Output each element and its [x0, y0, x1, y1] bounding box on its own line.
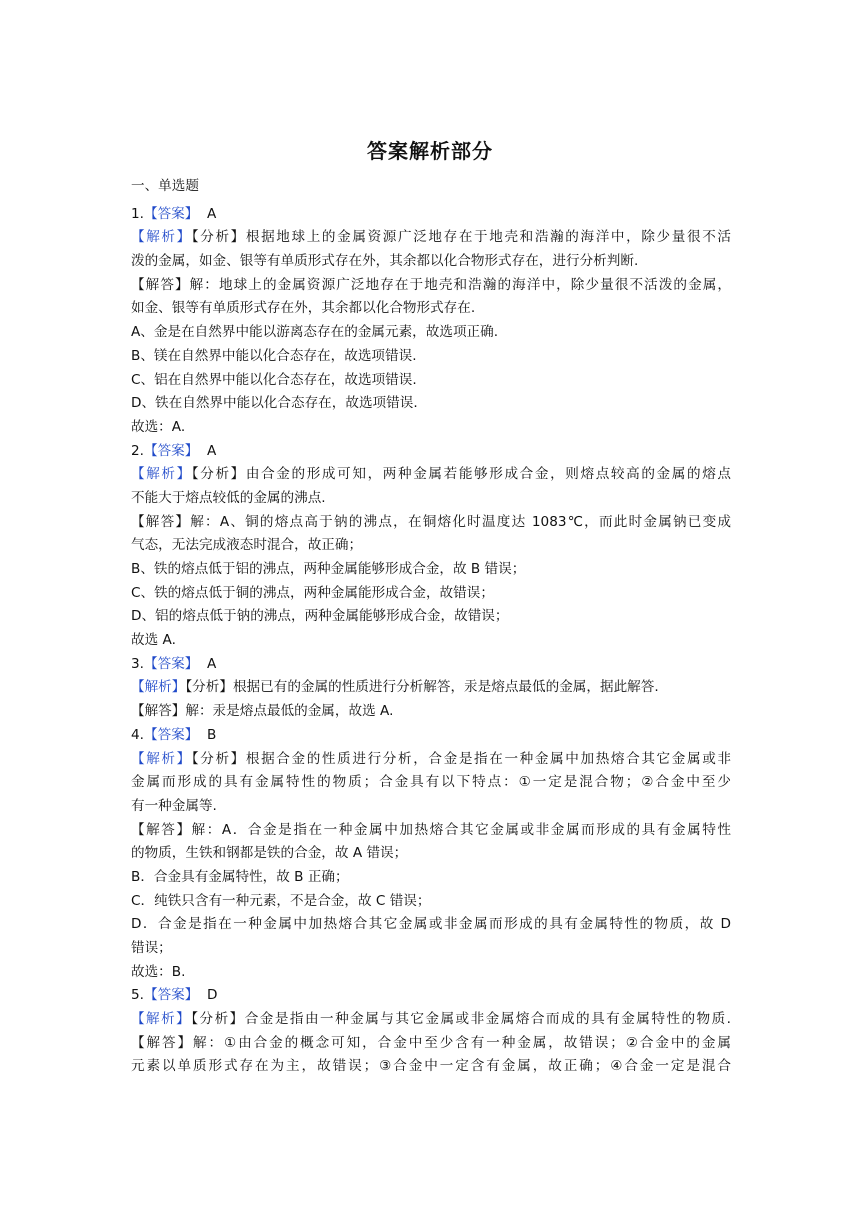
text-line	[131, 463, 731, 487]
text-line	[131, 250, 731, 274]
text-line	[131, 771, 731, 795]
label-tag: 【解析】	[131, 679, 186, 696]
line-text: C、铝在自然界中能以化合态存在，故选项错误.	[131, 371, 417, 388]
text-line	[131, 487, 731, 511]
page-title: 答案解析部分	[367, 139, 493, 163]
label-tag: 【答案】	[143, 655, 199, 672]
text-line	[131, 842, 731, 866]
text-line	[131, 795, 731, 819]
line-text: 【解答】解：A、铜的熔点高于钠的沸点，在铜熔化时温度达 1083℃，而此时金属钠已变成	[131, 513, 731, 530]
text-line	[131, 605, 731, 629]
line-text: D、铝的熔点低于钠的沸点，两种金属能够形成合金，故错误；	[131, 608, 509, 625]
line-text: 【分析】合金是指由一种金属与其它金属或非金属熔合而成的具有金属特性的物质.	[191, 1011, 731, 1028]
label-tag: 【答案】	[143, 726, 199, 743]
text-line	[131, 676, 731, 700]
label-tag: 【解析】	[131, 466, 192, 483]
line-text: D	[198, 987, 218, 1004]
line-text: B	[198, 726, 217, 743]
line-text: 元素以单质形式存在为主，故错误；③合金中一定含有金属，故正确；④合金一定是混合	[131, 1058, 731, 1075]
text-line	[131, 1032, 731, 1056]
question-number: 4.	[131, 726, 144, 743]
text-line	[131, 369, 731, 393]
line-text: 故选：A.	[131, 418, 186, 435]
text-line	[131, 984, 731, 1008]
text-line	[131, 913, 731, 937]
label-tag: 【答案】	[143, 205, 199, 222]
text-line	[131, 866, 731, 890]
text-line	[131, 724, 731, 748]
question-number: 5.	[131, 987, 144, 1004]
text-line	[131, 629, 731, 653]
question-number: 3.	[131, 655, 144, 672]
line-text: 【分析】由合金的形成可知，两种金属若能够形成合金，则熔点较高的金属的熔点	[191, 466, 731, 483]
text-line	[131, 961, 731, 985]
question-number: 2.	[131, 442, 144, 459]
text-line	[131, 440, 731, 464]
text-line	[131, 392, 731, 416]
line-text: A、金是在自然界中能以游离态存在的金属元素，故选项正确.	[131, 324, 499, 341]
label-tag: 【解析】	[131, 750, 192, 767]
answer-content	[131, 175, 731, 1079]
line-text: 金属而形成的具有金属特性的物质；合金具有以下特点：①一定是混合物；②合金中至少	[131, 774, 731, 791]
text-line	[131, 321, 731, 345]
line-text: 【解答】解：汞是熔点最低的金属，故选 A.	[131, 703, 394, 720]
label-tag: 【解析】	[131, 229, 192, 246]
line-text: C．纯铁只含有一种元素，不是合金，故 C 错误；	[131, 892, 431, 909]
label-tag: 【答案】	[143, 442, 199, 459]
line-text: C、铁的熔点低于铜的沸点，两种金属能形成合金，故错误；	[131, 584, 494, 601]
line-text: 气态，无法完成液态时混合，故正确；	[131, 537, 363, 554]
question-number: 1.	[131, 205, 144, 222]
line-text: 【解答】解：地球上的金属资源广泛地存在于地壳和浩瀚的海洋中，除少量很不活泼的金属，	[131, 276, 731, 293]
line-text: B、镁在自然界中能以化合态存在，故选项错误.	[131, 347, 417, 364]
text-line	[131, 345, 731, 369]
text-line	[131, 582, 731, 606]
line-text: 故选 A.	[131, 632, 176, 649]
text-line	[131, 1055, 731, 1079]
line-text: 【分析】根据已有的金属的性质进行分析解答，汞是熔点最低的金属，据此解答.	[185, 679, 659, 696]
line-text: 如金、银等有单质形式存在外，其余都以化合物形式存在.	[131, 300, 476, 317]
line-text: 【分析】根据地球上的金属资源广泛地存在于地壳和浩瀚的海洋中，除少量很不活	[191, 229, 731, 246]
text-line	[131, 937, 731, 961]
line-text: A	[198, 655, 217, 672]
line-text: 错误；	[131, 940, 172, 956]
line-text: 【分析】根据合金的性质进行分析，合金是指在一种金属中加热熔合其它金属或非	[191, 750, 731, 767]
line-text: A	[198, 442, 217, 459]
line-text: 有一种金属等.	[131, 797, 217, 814]
text-line	[131, 297, 731, 321]
line-text: 【解答】解：A．合金是指在一种金属中加热熔合其它金属或非金属而形成的具有金属特性	[131, 821, 731, 838]
line-text: D、铁在自然界中能以化合态存在，故选项错误.	[131, 395, 418, 412]
text-line	[131, 511, 731, 535]
text-line	[131, 1008, 731, 1032]
line-text: B．合金具有金属特性，故 B 正确；	[131, 868, 349, 885]
line-text: 不能大于熔点较低的金属的沸点.	[131, 489, 326, 506]
line-text: 【解答】解：①由合金的概念可知，合金中至少含有一种金属，故错误；②合金中的金属	[131, 1034, 731, 1051]
text-line	[131, 416, 731, 440]
line-text: D．合金是指在一种金属中加热熔合其它金属或非金属而形成的具有金属特性的物质，故 D	[131, 916, 731, 933]
text-line	[131, 203, 731, 227]
text-line	[131, 226, 731, 250]
answer-lines	[131, 203, 731, 1079]
line-text: B、铁的熔点低于铝的沸点，两种金属能够形成合金，故 B 错误；	[131, 561, 526, 577]
text-line	[131, 748, 731, 772]
label-tag: 【答案】	[143, 987, 199, 1004]
label-tag: 【解析】	[131, 1011, 192, 1028]
text-line	[131, 819, 731, 843]
text-line	[131, 890, 731, 914]
text-line	[131, 534, 731, 558]
line-text: 泼的金属，如金、银等有单质形式存在外，其余都以化合物形式存在，进行分析判断.	[131, 253, 639, 270]
text-line	[131, 700, 731, 724]
section-heading: 一、单选题	[131, 178, 199, 194]
text-line	[131, 274, 731, 298]
text-line	[131, 558, 731, 582]
line-text: 的物质，生铁和钢都是铁的合金，故 A 错误；	[131, 845, 408, 862]
line-text: 故选：B.	[131, 963, 186, 980]
line-text: A	[198, 205, 217, 222]
text-line	[131, 653, 731, 677]
